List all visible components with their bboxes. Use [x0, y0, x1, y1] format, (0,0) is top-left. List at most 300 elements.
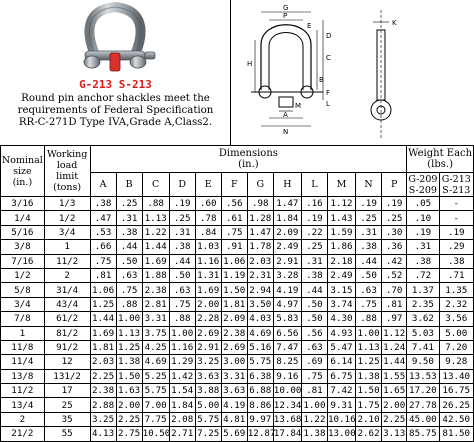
table-cell: - — [439, 211, 473, 225]
table-cell: 1.81 — [91, 342, 115, 354]
table-row — [1, 225, 474, 239]
table-cell: .38 — [301, 268, 327, 282]
table-cell: 5.75 — [142, 384, 169, 398]
table-cell: 43/4 — [44, 297, 90, 311]
table-cell: 11/8 — [1, 340, 45, 354]
table-cell: 11/4 — [1, 355, 45, 369]
table-cell: 2.32 — [439, 297, 473, 311]
table-cell: 1.65 — [383, 385, 406, 397]
table-cell: 1.03 — [197, 241, 220, 253]
table-cell: 1.29 — [171, 356, 194, 368]
table-cell: 1.16 — [171, 342, 194, 354]
col-dim-b: B — [116, 173, 142, 197]
table-cell: 11/2 — [1, 384, 45, 398]
specification-table — [0, 145, 474, 442]
table-cell: 2.25 — [91, 370, 115, 382]
table-cell: 2.03 — [91, 356, 115, 368]
table-cell: 1.00 — [357, 327, 380, 339]
drawing-label-d: D — [326, 32, 332, 40]
table-cell: 2.71 — [171, 428, 194, 440]
table-cell: 6.75 — [327, 369, 355, 383]
table-cell: 17.20 — [407, 384, 439, 398]
table-cell: .75 — [356, 297, 382, 311]
table-cell: .47 — [90, 211, 116, 225]
table-cell: 5.00 — [197, 399, 220, 411]
col-dim-f: F — [221, 173, 247, 197]
table-cell: 1.44 — [142, 240, 169, 254]
table-cell: 1.59 — [327, 225, 355, 239]
col-dim-l: L — [301, 173, 327, 197]
table-cell: .63 — [116, 268, 142, 282]
table-cell: .50 — [356, 268, 382, 282]
table-cell: 81.50 — [439, 427, 473, 441]
table-cell: 4.97 — [273, 297, 301, 311]
table-cell: 1/4 — [1, 211, 45, 225]
drawing-label-p: P — [283, 12, 288, 20]
table-cell: 1.22 — [142, 225, 169, 239]
table-cell: 1.81 — [223, 298, 246, 310]
table-cell: 1.86 — [327, 240, 355, 254]
dimension-drawing-panel — [231, 0, 474, 145]
col-nominal-size: Nominal size (in.) — [1, 146, 45, 197]
table-cell: 2.09 — [273, 225, 301, 239]
table-cell: .50 — [169, 268, 195, 282]
table-cell: 12.34 — [273, 399, 302, 411]
table-cell: 5.47 — [327, 340, 355, 354]
col-weight-g213: G-213 S-213 — [439, 173, 473, 197]
table-cell: .56 — [221, 197, 247, 211]
table-cell: 4.19 — [273, 283, 301, 297]
table-row — [1, 254, 474, 268]
table-cell: 1.42 — [171, 370, 194, 382]
drawing-label-g: G — [283, 4, 289, 12]
table-row — [1, 197, 474, 211]
table-cell: .38 — [90, 197, 116, 211]
table-cell: .81 — [382, 297, 407, 311]
table-cell: 1.16 — [197, 255, 220, 267]
table-cell: .75 — [221, 225, 247, 239]
table-cell: 1.43 — [327, 211, 355, 225]
table-cell: 13.53 — [407, 369, 439, 383]
table-cell: 3.56 — [439, 312, 473, 326]
col-weight-each: Weight Each (lbs.) — [407, 146, 474, 173]
table-cell: 5.83 — [273, 312, 301, 326]
table-cell: 12.87 — [247, 428, 276, 440]
col-weight-g209: G-209 S-209 — [408, 173, 438, 196]
table-cell: 13.40 — [439, 369, 473, 383]
table-row — [1, 355, 474, 369]
table-row — [1, 297, 474, 311]
col-dim-g: G — [247, 173, 273, 197]
table-cell: 5.69 — [223, 428, 246, 440]
table-cell: 1.78 — [249, 241, 272, 253]
table-cell: 1.06 — [91, 284, 115, 296]
table-cell: 1.47 — [249, 226, 272, 238]
drawing-label-e: E — [307, 22, 312, 30]
table-cell: .25 — [356, 211, 382, 225]
table-cell: .42 — [382, 254, 407, 268]
table-cell: 85.75 — [407, 427, 439, 441]
table-cell: 3.88 — [197, 385, 220, 397]
table-cell: .31 — [301, 254, 327, 268]
table-cell: .25 — [169, 211, 195, 225]
table-cell: 2.31 — [249, 270, 272, 282]
table-cell: 2.35 — [407, 297, 439, 311]
drawing-label-m: M — [295, 102, 302, 110]
col-dim-e: E — [195, 173, 221, 197]
table-cell: 1.25 — [357, 356, 380, 368]
col-working-load-limit: Working load limit (tons) — [44, 146, 90, 197]
drawing-label-a: A — [283, 111, 288, 119]
table-cell: 31/4 — [44, 283, 90, 297]
table-cell: 3/4 — [1, 297, 45, 311]
table-cell: 4.93 — [327, 326, 355, 340]
table-cell: 1.13 — [357, 342, 380, 354]
table-cell: 2.10 — [357, 414, 380, 426]
table-cell: 2.94 — [249, 284, 272, 296]
table-cell: .16 — [301, 197, 327, 211]
table-cell: 1.13 — [118, 327, 141, 339]
table-cell: .50 — [301, 312, 327, 326]
table-cell: 2.75 — [118, 428, 141, 440]
table-cell: 8.86 — [249, 399, 272, 411]
table-cell: 7.47 — [273, 340, 301, 354]
table-row — [1, 268, 474, 282]
table-cell: - — [439, 197, 473, 211]
table-cell: 3.74 — [327, 297, 355, 311]
table-cell: 4.25 — [142, 340, 169, 354]
table-cell: 3.50 — [249, 298, 272, 310]
table-cell: .50 — [301, 297, 327, 311]
drawing-label-k: K — [392, 19, 397, 27]
table-row — [1, 326, 474, 340]
table-row — [1, 283, 474, 297]
table-cell: 9.16 — [273, 369, 301, 383]
table-cell: 13.00 — [327, 428, 356, 440]
table-cell: 27.78 — [407, 398, 439, 412]
table-row — [1, 398, 474, 412]
table-cell: .97 — [382, 312, 407, 326]
table-cell: 91/2 — [44, 340, 90, 354]
table-cell: 2.38 — [91, 385, 115, 397]
table-cell: 1.31 — [197, 270, 220, 282]
table-cell: 6.88 — [249, 385, 272, 397]
table-cell: .22 — [301, 225, 327, 239]
table-cell: 7/16 — [1, 254, 45, 268]
table-cell: 4.30 — [327, 312, 355, 326]
table-cell: .71 — [439, 268, 473, 282]
table-cell: 5.25 — [142, 369, 169, 383]
table-cell: .31 — [407, 240, 439, 254]
table-cell: 2 — [1, 412, 45, 426]
table-cell: 2.49 — [327, 268, 355, 282]
table-cell: 3.63 — [197, 370, 220, 382]
table-cell: .38 — [116, 225, 142, 239]
drawing-label-n: N — [283, 128, 289, 136]
table-cell: .52 — [382, 268, 407, 282]
table-cell: 2.00 — [197, 298, 220, 310]
table-cell: 9.50 — [407, 355, 439, 369]
table-cell: 1.28 — [249, 212, 272, 224]
table-cell: 6.38 — [249, 370, 272, 382]
table-cell: .31 — [356, 225, 382, 239]
col-dim-a: A — [90, 173, 116, 197]
table-cell: 17 — [44, 384, 90, 398]
table-cell: 1/2 — [44, 211, 90, 225]
table-cell: 5.75 — [249, 356, 272, 368]
drawing-label-b: B — [319, 76, 324, 84]
table-cell: 13.68 — [273, 414, 302, 426]
table-cell: .19 — [169, 197, 195, 211]
table-cell: 2.25 — [383, 414, 406, 426]
table-cell: .53 — [90, 225, 116, 239]
table-cell: 2.18 — [327, 254, 355, 268]
table-cell: 1.88 — [142, 268, 169, 282]
col-dim-p: P — [382, 173, 407, 197]
table-cell: 2.38 — [223, 327, 246, 339]
table-cell: .38 — [439, 254, 473, 268]
table-cell: 1/3 — [44, 197, 90, 211]
table-cell: 7.41 — [407, 340, 439, 354]
table-cell: .98 — [247, 197, 273, 211]
table-cell: .31 — [116, 211, 142, 225]
table-cell: 55 — [44, 427, 90, 441]
table-cell: .88 — [356, 312, 382, 326]
table-cell: 4.13 — [91, 428, 115, 440]
col-dim-h: H — [273, 173, 301, 197]
table-cell: 8.25 — [273, 355, 301, 369]
table-cell: 2.08 — [171, 414, 194, 426]
table-cell: 7.42 — [327, 384, 355, 398]
table-cell: 2.00 — [383, 399, 406, 411]
table-cell: 3.15 — [327, 283, 355, 297]
table-cell: 81/2 — [44, 326, 90, 340]
table-cell: 1.38 — [303, 428, 326, 440]
table-cell: .78 — [195, 211, 221, 225]
table-row — [1, 384, 474, 398]
table-cell: .30 — [382, 225, 407, 239]
table-cell: 1.06 — [223, 255, 246, 267]
product-photo-panel — [0, 0, 231, 145]
table-cell: 1.35 — [439, 283, 473, 297]
table-cell: .05 — [407, 197, 439, 211]
table-cell: .75 — [301, 369, 327, 383]
table-cell: .19 — [382, 197, 407, 211]
table-cell: 10.16 — [327, 414, 356, 426]
table-cell: .63 — [301, 340, 327, 354]
table-cell: 1/2 — [1, 268, 45, 282]
table-cell: 10.50 — [142, 428, 171, 440]
product-title: G-213 S-213 — [79, 78, 152, 91]
table-cell: 1.50 — [223, 284, 246, 296]
table-cell: 1.63 — [118, 385, 141, 397]
table-cell: 1.84 — [171, 399, 194, 411]
table-cell: 3.31 — [142, 312, 169, 326]
table-cell: .81 — [301, 384, 327, 398]
drawing-label-c: C — [326, 54, 331, 62]
table-cell: 5.75 — [197, 414, 220, 426]
table-cell: .88 — [116, 297, 142, 311]
table-cell: 4.03 — [249, 313, 272, 325]
table-cell: .66 — [90, 240, 116, 254]
table-cell: 1.69 — [142, 254, 169, 268]
table-cell: .84 — [195, 225, 221, 239]
table-cell: 4.69 — [249, 327, 272, 339]
table-cell: 1.38 — [357, 370, 380, 382]
table-cell: 9.97 — [249, 414, 272, 426]
table-cell: 4.69 — [142, 355, 169, 369]
table-cell: .31 — [169, 225, 195, 239]
table-cell: 1.84 — [273, 211, 301, 225]
table-cell: 2.69 — [197, 327, 220, 339]
table-cell: 1.47 — [273, 197, 301, 211]
table-cell: 3.25 — [197, 356, 220, 368]
table-cell: 2.03 — [249, 255, 272, 267]
table-cell: 13/8 — [1, 369, 45, 383]
table-cell: 1.25 — [118, 342, 141, 354]
table-cell: 45.00 — [407, 412, 439, 426]
table-cell: .69 — [301, 355, 327, 369]
table-cell: .10 — [407, 211, 439, 225]
table-cell: .44 — [301, 283, 327, 297]
table-cell: 6.56 — [273, 326, 301, 340]
table-cell: 3.00 — [223, 356, 246, 368]
table-cell: .91 — [221, 240, 247, 254]
table-cell: 17.84 — [273, 428, 302, 440]
table-cell: .75 — [90, 254, 116, 268]
table-cell: 1 — [1, 326, 45, 340]
table-cell: .60 — [195, 197, 221, 211]
table-row — [1, 427, 474, 441]
table-cell: .19 — [439, 225, 473, 239]
table-cell: 1.13 — [142, 211, 169, 225]
table-cell: .75 — [116, 283, 142, 297]
table-cell: .61 — [221, 211, 247, 225]
table-cell: 42.50 — [439, 412, 473, 426]
col-dim-m: M — [327, 173, 355, 197]
table-cell: 3.62 — [407, 312, 439, 326]
table-cell: 1.00 — [171, 327, 194, 339]
table-cell: 7.25 — [197, 428, 220, 440]
table-cell: 9.31 — [327, 398, 355, 412]
table-cell: 1.55 — [383, 370, 406, 382]
col-dim-c: C — [142, 173, 169, 197]
table-cell: 1.22 — [303, 414, 326, 426]
table-row — [1, 240, 474, 254]
table-cell: 1.24 — [383, 342, 406, 354]
table-cell: 3/16 — [1, 197, 45, 211]
table-cell: 9.28 — [439, 355, 473, 369]
table-cell: 7.20 — [439, 340, 473, 354]
table-row — [1, 412, 474, 426]
table-cell: 2.25 — [118, 414, 141, 426]
table-cell: 1.00 — [303, 399, 326, 411]
table-cell: .19 — [301, 211, 327, 225]
table-row — [1, 312, 474, 326]
table-cell: 3.63 — [223, 385, 246, 397]
col-dimensions: Dimensions (in.) — [90, 146, 407, 173]
table-cell: .44 — [169, 254, 195, 268]
table-cell: 3/8 — [1, 240, 45, 254]
table-cell: 1.19 — [223, 270, 246, 282]
table-cell: 7.00 — [142, 398, 169, 412]
shackle-photo-icon — [30, 2, 200, 76]
table-cell: 5.00 — [439, 326, 473, 340]
table-cell: .25 — [301, 240, 327, 254]
table-cell: 2.81 — [142, 297, 169, 311]
table-cell: 1.69 — [197, 284, 220, 296]
table-cell: 7.75 — [142, 412, 169, 426]
table-cell: 2.28 — [197, 313, 220, 325]
table-cell: 13/4 — [1, 398, 45, 412]
table-cell: 1.75 — [357, 399, 380, 411]
table-cell: 3.28 — [273, 268, 301, 282]
table-cell: 3.25 — [91, 414, 115, 426]
table-cell: .38 — [407, 254, 439, 268]
drawing-label-f: F — [326, 89, 331, 97]
table-cell: .56 — [301, 326, 327, 340]
table-cell: 4.19 — [223, 399, 246, 411]
table-cell: 25 — [44, 398, 90, 412]
table-cell: 2.62 — [357, 428, 380, 440]
table-cell: .38 — [356, 240, 382, 254]
table-cell: .63 — [169, 283, 195, 297]
table-cell: 5.16 — [249, 342, 272, 354]
table-cell: 1.54 — [171, 385, 194, 397]
table-cell: 10.00 — [273, 385, 302, 397]
table-row — [1, 211, 474, 225]
table-cell: .70 — [382, 283, 407, 297]
table-cell: 1.25 — [91, 298, 115, 310]
table-cell: .25 — [116, 197, 142, 211]
table-cell: 2.91 — [197, 342, 220, 354]
table-cell: 2 — [44, 268, 90, 282]
table-cell: 35 — [44, 412, 90, 426]
product-header — [0, 0, 474, 145]
table-cell: .88 — [169, 312, 195, 326]
table-cell: 1.00 — [118, 313, 141, 325]
table-cell: 26.25 — [439, 398, 473, 412]
product-description: Round pin anchor shackles meet the requirements of Federal Specification RR-C-271D Type IVA,Grade A,Class2. — [17, 93, 214, 129]
table-cell: 1.12 — [327, 197, 355, 211]
table-cell: .29 — [439, 240, 473, 254]
table-cell: 1.37 — [407, 283, 439, 297]
table-cell: .72 — [407, 268, 439, 282]
table-cell: 2.88 — [91, 399, 115, 411]
table-cell: 4.81 — [223, 414, 246, 426]
table-cell: 6.14 — [327, 355, 355, 369]
table-cell: 2.00 — [118, 399, 141, 411]
table-cell: 1.69 — [91, 327, 115, 339]
col-dim-n: N — [356, 173, 382, 197]
table-cell: 2.38 — [142, 283, 169, 297]
table-cell: .88 — [142, 197, 169, 211]
table-cell: 2.49 — [273, 240, 301, 254]
table-cell: .75 — [169, 297, 195, 311]
table-cell: 5/16 — [1, 225, 45, 239]
table-cell: 1.44 — [383, 356, 406, 368]
table-cell: .50 — [116, 254, 142, 268]
table-cell: 1 — [44, 240, 90, 254]
table-cell: 1.50 — [357, 385, 380, 397]
table-cell: 11/2 — [44, 254, 90, 268]
table-cell: 3.75 — [142, 326, 169, 340]
table-cell: 1.12 — [383, 327, 406, 339]
drawing-label-h: H — [247, 60, 253, 68]
table-cell: 61/2 — [44, 312, 90, 326]
table-cell: .44 — [356, 254, 382, 268]
table-cell: .38 — [169, 240, 195, 254]
